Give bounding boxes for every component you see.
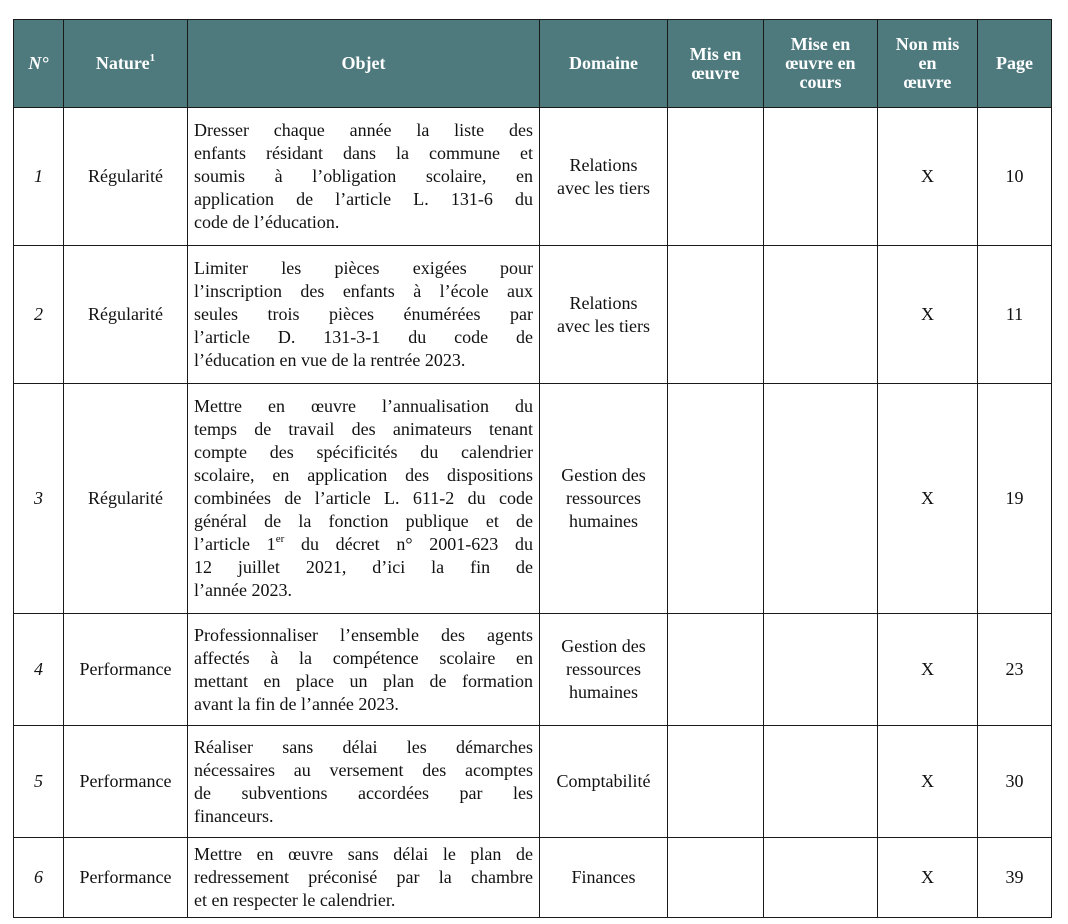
objet-line: application de l’article L. 131-6 du [194,189,533,209]
row-number: 1 [14,108,64,246]
row-number: 2 [14,246,64,384]
objet-line: et en respecter le calendrier. [194,890,396,910]
table-row [14,726,1052,838]
recommendations-table [13,19,1052,918]
row-page: 39 [978,838,1052,918]
row-non-mis-en-oeuvre: X [878,614,978,726]
cell-line: avec les tiers [557,315,650,336]
row-domaine [540,614,668,726]
cell-line: ressources [566,659,641,679]
objet-line: seules trois pièces énumérées par [194,304,533,324]
row-nature: Régularité [64,384,188,614]
header-nature-label: Nature [95,53,150,73]
table-row [14,108,1052,246]
row-domaine [540,726,668,838]
row-mis-en-oeuvre [668,246,764,384]
row-non-mis-en-oeuvre: X [878,726,978,838]
row-non-mis-en-oeuvre: X [878,108,978,246]
header-nature-footnote: 1 [149,52,156,64]
row-mise-en-oeuvre-en-cours [764,838,878,918]
header-page: Page [978,20,1052,108]
table-row [14,246,1052,384]
row-domaine [540,384,668,614]
cell-line: avec les tiers [557,177,650,198]
row-nature: Régularité [64,246,188,384]
objet-line: code de l’éducation. [194,212,340,232]
row-mis-en-oeuvre [668,384,764,614]
cell-line: Gestion des [561,465,646,485]
cell-line: œuvre [903,72,952,92]
objet-line: temps de travail des animateurs tenant [194,419,533,439]
row-objet [188,726,540,838]
row-mis-en-oeuvre [668,838,764,918]
row-nature: Régularité [64,108,188,246]
objet-line: l’article 1er du décret n° 2001-623 du [194,533,533,554]
cell-line: en [918,53,937,73]
row-objet [188,384,540,614]
row-nature: Performance [64,838,188,918]
objet-line: redressement préconisé par la chambre [194,867,533,887]
objet-line: Professionnaliser l’ensemble des agents [194,624,533,645]
objet-line: enfants résidant dans la commune et [194,143,533,163]
row-objet [188,108,540,246]
row-objet [188,614,540,726]
objet-line: Mettre en œuvre l’annualisation du [194,396,533,416]
objet-line: l’année 2023. [194,580,292,600]
objet-line: l’article D. 131-3-1 du code de [194,327,533,347]
row-mise-en-oeuvre-en-cours [764,384,878,614]
cell-line: ressources [566,488,641,508]
cell-line: Gestion des [561,636,646,656]
row-non-mis-en-oeuvre: X [878,838,978,918]
objet-line: général de la fonction publique et de [194,511,533,531]
cell-line: Relations [569,154,638,175]
cell-line: Comptabilité [556,771,651,791]
objet-line: financeurs. [194,805,274,826]
row-mise-en-oeuvre-en-cours [764,108,878,246]
cell-line: œuvre en [785,53,856,73]
row-page: 19 [978,384,1052,614]
row-non-mis-en-oeuvre: X [878,246,978,384]
header-objet: Objet [188,20,540,108]
objet-line: affectés à la compétence scolaire en [194,647,533,668]
objet-line: Mettre en œuvre sans délai le plan de [194,844,533,864]
cell-line: Mise en [790,34,851,54]
row-page: 10 [978,108,1052,246]
objet-line: l’éducation en vue de la rentrée 2023. [194,350,466,370]
row-nature: Performance [64,614,188,726]
row-non-mis-en-oeuvre: X [878,384,978,614]
row-mis-en-oeuvre [668,614,764,726]
cell-line: Mis en [689,43,742,64]
cell-line: Relations [569,292,638,313]
row-mise-en-oeuvre-en-cours [764,614,878,726]
objet-line: de subventions accordées par les [194,782,533,803]
cell-line: Non mis [895,34,960,54]
header-mis-en-oeuvre [668,20,764,108]
cell-line: Finances [571,867,636,887]
cell-line: œuvre [691,62,740,83]
table-row [14,384,1052,614]
objet-line: combinées de l’article L. 611-2 du code [194,488,533,508]
row-page: 11 [978,246,1052,384]
header-num: N° [14,20,64,108]
row-mise-en-oeuvre-en-cours [764,246,878,384]
table-row [14,614,1052,726]
cell-line: cours [799,72,842,92]
header-domaine: Domaine [540,20,668,108]
row-number: 5 [14,726,64,838]
row-nature: Performance [64,726,188,838]
row-mis-en-oeuvre [668,108,764,246]
objet-line: nécessaires au versement des acomptes [194,759,533,780]
objet-line: l’inscription des enfants à l’école aux [194,281,533,301]
objet-line: avant la fin de l’année 2023. [194,693,399,714]
objet-line: scolaire, en application des dispositions [194,465,533,485]
row-number: 6 [14,838,64,918]
objet-line: Dresser chaque année la liste des [194,120,533,140]
cell-line: humaines [569,511,638,531]
row-mis-en-oeuvre [668,726,764,838]
row-number: 4 [14,614,64,726]
row-page: 30 [978,726,1052,838]
row-mise-en-oeuvre-en-cours [764,726,878,838]
header-mise-en-oeuvre-en-cours [764,20,878,108]
row-objet [188,838,540,918]
row-number: 3 [14,384,64,614]
row-domaine [540,108,668,246]
row-objet [188,246,540,384]
table-row [14,838,1052,918]
objet-line: Limiter les pièces exigées pour [194,258,533,278]
row-page: 23 [978,614,1052,726]
row-domaine [540,838,668,918]
objet-line: Réaliser sans délai les démarches [194,736,533,757]
recommendations-table-container [13,19,1051,918]
objet-line: compte des spécificités du calendrier [194,442,533,462]
header-non-mis-en-oeuvre [878,20,978,108]
header-nature [64,20,188,108]
objet-line: mettant en place un plan de formation [194,670,533,691]
header-row [14,20,1052,108]
objet-line: 12 juillet 2021, d’ici la fin de [194,557,533,577]
row-domaine [540,246,668,384]
cell-line: humaines [569,682,638,702]
objet-line: soumis à l’obligation scolaire, en [194,166,533,186]
